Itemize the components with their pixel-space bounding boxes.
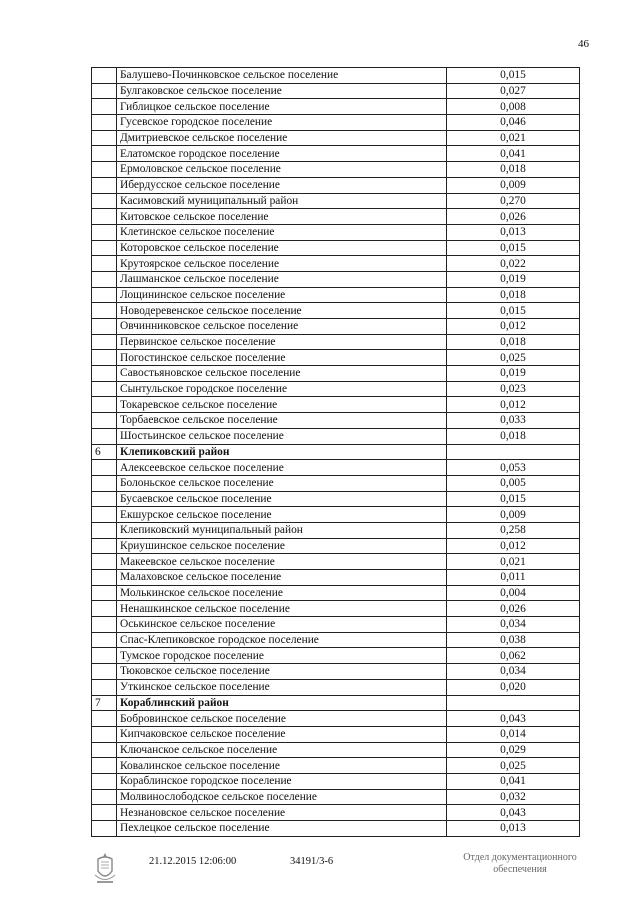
settlement-name-cell: Которовское сельское поселение [117,240,447,256]
row-number-cell [92,648,117,664]
table-row [92,664,580,680]
table-row [92,319,580,335]
settlement-name-cell: Кипчаковское сельское поселение [117,726,447,742]
table-row [92,726,580,742]
row-number-cell [92,366,117,382]
row-number-cell [92,679,117,695]
table-row [92,570,580,586]
row-number-cell [92,224,117,240]
coefficient-cell: 0,012 [447,538,580,554]
settlement-name-cell: Ермоловское сельское поселение [117,162,447,178]
settlement-name-cell: Пехлецкое сельское поселение [117,821,447,837]
row-number-cell [92,821,117,837]
row-number-cell [92,271,117,287]
table-row [92,538,580,554]
settlement-name-cell: Сынтульское городское поселение [117,381,447,397]
coefficient-cell: 0,025 [447,350,580,366]
row-number-cell [92,115,117,131]
settlement-name-cell: Болоньское сельское поселение [117,475,447,491]
coefficient-cell: 0,018 [447,428,580,444]
row-number-cell [92,726,117,742]
settlement-name-cell: Первинское сельское поселение [117,334,447,350]
coefficient-cell: 0,021 [447,130,580,146]
footer-doc-number: 34191/3-6 [290,856,334,867]
row-number-cell [92,491,117,507]
footer-date: 21.12.2015 12:06:00 [149,856,237,867]
coefficient-cell: 0,062 [447,648,580,664]
row-number-cell [92,177,117,193]
settlement-name-cell: Криушинское сельское поселение [117,538,447,554]
settlement-name-cell: Макеевское сельское поселение [117,554,447,570]
footer-department [445,852,595,876]
row-number-cell [92,570,117,586]
row-number-cell [92,789,117,805]
row-number-cell [92,130,117,146]
settlement-name-cell: Тумское городское поселение [117,648,447,664]
table-row [92,99,580,115]
row-number-cell [92,162,117,178]
coefficient-cell: 0,034 [447,664,580,680]
table-row [92,475,580,491]
row-number-cell [92,428,117,444]
coat-of-arms-icon [92,851,118,885]
settlement-name-cell: Китовское сельское поселение [117,209,447,225]
row-number-cell [92,742,117,758]
coefficient-cell: 0,009 [447,507,580,523]
table-row [92,256,580,272]
coefficient-cell: 0,270 [447,193,580,209]
table-row [92,648,580,664]
coefficient-cell: 0,043 [447,805,580,821]
table-row [92,271,580,287]
settlement-name-cell: Балушево-Починковское сельское поселение [117,68,447,84]
row-number-cell [92,711,117,727]
settlement-name-cell: Клепиковский район [117,444,447,460]
table-body [92,68,580,837]
settlement-name-cell: Малаховское сельское поселение [117,570,447,586]
row-number-cell: 7 [92,695,117,711]
settlement-name-cell: Молвинослободское сельское поселение [117,789,447,805]
table-row [92,240,580,256]
coefficient-cell: 0,015 [447,303,580,319]
settlement-name-cell: Савостьяновское сельское поселение [117,366,447,382]
settlement-name-cell: Токаревское сельское поселение [117,397,447,413]
coefficient-cell: 0,046 [447,115,580,131]
coefficient-cell: 0,023 [447,381,580,397]
coefficient-cell: 0,018 [447,334,580,350]
coefficient-cell: 0,018 [447,287,580,303]
row-number-cell [92,99,117,115]
row-number-cell [92,209,117,225]
coefficient-cell: 0,019 [447,271,580,287]
settlement-name-cell: Гусевское городское поселение [117,115,447,131]
row-number-cell [92,350,117,366]
coefficient-cell: 0,032 [447,789,580,805]
footer-department-line2: обеспечения [493,864,547,875]
coefficient-cell: 0,013 [447,224,580,240]
table-row [92,334,580,350]
coefficient-cell: 0,014 [447,726,580,742]
table-row [92,805,580,821]
row-number-cell [92,773,117,789]
coefficient-cell: 0,043 [447,711,580,727]
table-row [92,554,580,570]
table-row [92,617,580,633]
settlement-name-cell: Крутоярское сельское поселение [117,256,447,272]
table-row [92,789,580,805]
settlement-name-cell: Лашманское сельское поселение [117,271,447,287]
table-row [92,130,580,146]
coefficient-cell: 0,008 [447,99,580,115]
table-row [92,68,580,84]
table-row [92,83,580,99]
settlement-name-cell: Уткинское сельское поселение [117,679,447,695]
coefficient-cell: 0,053 [447,460,580,476]
row-number-cell [92,758,117,774]
table-row [92,522,580,538]
coefficient-cell: 0,034 [447,617,580,633]
coefficient-cell: 0,041 [447,146,580,162]
settlement-name-cell: Торбаевское сельское поселение [117,413,447,429]
settlement-name-cell: Касимовский муниципальный район [117,193,447,209]
table-row [92,601,580,617]
coefficient-cell: 0,018 [447,162,580,178]
coefficient-cell: 0,015 [447,491,580,507]
coefficient-cell: 0,015 [447,240,580,256]
row-number-cell [92,256,117,272]
table-row [92,460,580,476]
table-row [92,162,580,178]
row-number-cell [92,303,117,319]
settlement-name-cell: Оськинское сельское поселение [117,617,447,633]
settlement-name-cell: Спас-Клепиковское городское поселение [117,632,447,648]
coefficient-cell: 0,019 [447,366,580,382]
coefficient-cell: 0,026 [447,601,580,617]
row-number-cell [92,460,117,476]
coefficient-cell: 0,012 [447,397,580,413]
row-number-cell [92,68,117,84]
row-number-cell [92,287,117,303]
settlement-name-cell: Клепиковский муниципальный район [117,522,447,538]
settlement-name-cell: Овчинниковское сельское поселение [117,319,447,335]
table-row [92,632,580,648]
settlement-name-cell: Клетинское сельское поселение [117,224,447,240]
settlement-name-cell: Молькинское сельское поселение [117,585,447,601]
coefficient-cell: 0,015 [447,68,580,84]
coefficient-cell: 0,027 [447,83,580,99]
table-row [92,381,580,397]
row-number-cell [92,475,117,491]
table-row [92,193,580,209]
coefficient-cell: 0,041 [447,773,580,789]
row-number-cell [92,146,117,162]
table-row [92,491,580,507]
coefficient-cell: 0,009 [447,177,580,193]
settlement-name-cell: Булгаковское сельское поселение [117,83,447,99]
settlement-name-cell: Гиблицкое сельское поселение [117,99,447,115]
settlement-name-cell: Лощининское сельское поселение [117,287,447,303]
table-row [92,711,580,727]
row-number-cell [92,83,117,99]
coefficient-cell: 0,011 [447,570,580,586]
section-row [92,695,580,711]
row-number-cell [92,664,117,680]
coefficient-cell: 0,005 [447,475,580,491]
table-row [92,350,580,366]
row-number-cell [92,554,117,570]
row-number-cell [92,617,117,633]
table-row [92,224,580,240]
coefficient-cell: 0,004 [447,585,580,601]
table-row [92,287,580,303]
row-number-cell [92,507,117,523]
row-number-cell [92,319,117,335]
settlement-name-cell: Незнановское сельское поселение [117,805,447,821]
table-row [92,115,580,131]
table-row [92,397,580,413]
table-row [92,303,580,319]
row-number-cell [92,805,117,821]
coefficient-cell: 0,013 [447,821,580,837]
table-row [92,742,580,758]
settlement-name-cell: Ненашкинское сельское поселение [117,601,447,617]
settlement-name-cell: Погостинское сельское поселение [117,350,447,366]
table-row [92,821,580,837]
table-row [92,413,580,429]
allocation-table [91,67,580,837]
coefficient-cell: 0,020 [447,679,580,695]
row-number-cell [92,522,117,538]
settlement-name-cell: Ключанское сельское поселение [117,742,447,758]
table-row [92,773,580,789]
row-number-cell: 6 [92,444,117,460]
table-row [92,679,580,695]
row-number-cell [92,193,117,209]
coefficient-cell: 0,038 [447,632,580,648]
row-number-cell [92,240,117,256]
row-number-cell [92,632,117,648]
settlement-name-cell: Тюковское сельское поселение [117,664,447,680]
coefficient-cell: 0,026 [447,209,580,225]
coefficient-cell: 0,021 [447,554,580,570]
table-row [92,585,580,601]
settlement-name-cell: Ибердусское сельское поселение [117,177,447,193]
row-number-cell [92,413,117,429]
table-row [92,507,580,523]
table-row [92,428,580,444]
settlement-name-cell: Бусаевское сельское поселение [117,491,447,507]
row-number-cell [92,397,117,413]
page-number: 46 [578,38,589,50]
coefficient-cell: 0,012 [447,319,580,335]
table-row [92,146,580,162]
coefficient-cell [447,444,580,460]
settlement-name-cell: Кораблинское городское поселение [117,773,447,789]
coefficient-cell [447,695,580,711]
table-row [92,758,580,774]
settlement-name-cell: Ковалинское сельское поселение [117,758,447,774]
coefficient-cell: 0,022 [447,256,580,272]
settlement-name-cell: Шостьинское сельское поселение [117,428,447,444]
row-number-cell [92,601,117,617]
settlement-name-cell: Бобровинское сельское поселение [117,711,447,727]
coefficient-cell: 0,033 [447,413,580,429]
settlement-name-cell: Дмитриевское сельское поселение [117,130,447,146]
settlement-name-cell: Новодеревенское сельское поселение [117,303,447,319]
row-number-cell [92,334,117,350]
coefficient-cell: 0,025 [447,758,580,774]
row-number-cell [92,538,117,554]
row-number-cell [92,381,117,397]
settlement-name-cell: Екшурское сельское поселение [117,507,447,523]
settlement-name-cell: Елатомское городское поселение [117,146,447,162]
table-row [92,209,580,225]
section-row [92,444,580,460]
coefficient-cell: 0,258 [447,522,580,538]
settlement-name-cell: Кораблинский район [117,695,447,711]
table-row [92,366,580,382]
footer-department-line1: Отдел документационного [463,852,577,863]
table-row [92,177,580,193]
coefficient-cell: 0,029 [447,742,580,758]
row-number-cell [92,585,117,601]
settlement-name-cell: Алексеевское сельское поселение [117,460,447,476]
